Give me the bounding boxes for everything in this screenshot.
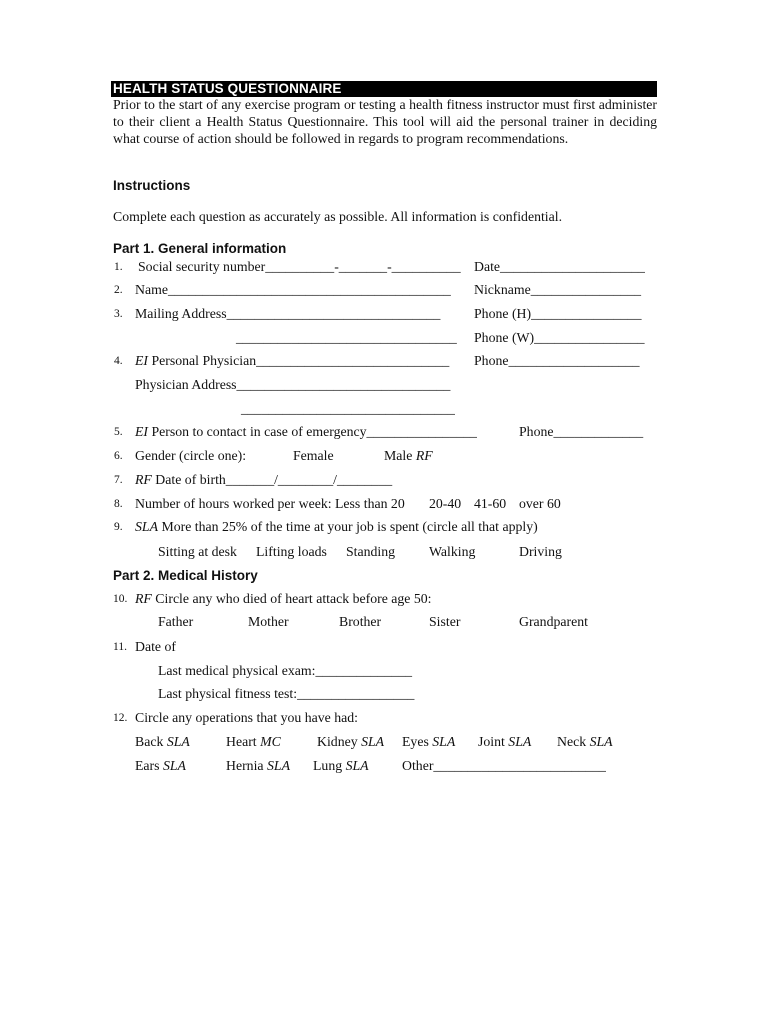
part1-heading: Part 1. General information [113,241,287,256]
operation-other-field[interactable]: Other_________________________ [402,758,606,773]
risk-code: EI [135,424,149,439]
question-10-options [0,613,768,631]
question-label: Circle any operations that you have had: [135,710,358,725]
question-7 [0,471,768,489]
risk-code: SLA [166,734,190,749]
last-fitness-test-field[interactable]: Last physical fitness test:_________________ [158,686,415,701]
operation-option-lung[interactable] [313,757,369,775]
risk-code: SLA [267,758,290,773]
mailing-address-continued-field[interactable]: ________________________________ [236,330,457,345]
relative-option-brother[interactable]: Brother [339,614,382,629]
question-4-address [0,376,768,394]
risk-code: SLA [135,519,158,534]
option-label: Male [384,448,416,463]
field-label: Date of birth_______/________/________ [151,472,393,487]
operation-option-neck[interactable] [557,733,613,751]
question-2 [0,281,768,299]
risk-code: SLA [345,758,369,773]
intro-line: to their client a Health Status Questionnaire. This tool will aid the personal trainer in deciding [113,114,657,129]
instructions-heading: Instructions [113,178,191,193]
risk-code: RF [135,472,152,487]
personal-physician-field[interactable] [135,352,449,370]
part2-heading: Part 2. Medical History [113,568,258,583]
gender-option-female[interactable]: Female [293,448,334,463]
physician-address-continued-field[interactable]: _______________________________ [241,401,455,416]
job-option-driving[interactable]: Driving [519,544,562,559]
question-10 [0,590,768,608]
question-9 [0,518,768,536]
nickname-field[interactable]: Nickname________________ [474,282,642,297]
page-title: HEALTH STATUS QUESTIONNAIRE [111,81,657,97]
option-label: Eyes [402,734,433,749]
last-medical-exam-field[interactable]: Last medical physical exam:______________ [158,663,413,678]
question-label [135,518,538,536]
home-phone-field[interactable]: Phone (H)________________ [474,306,642,321]
field-label: Personal Physician____________________________ [148,353,450,368]
question-12-row-1 [0,733,768,751]
field-label: Circle any who died of heart attack before age 50: [151,591,432,606]
question-4 [0,352,768,370]
physician-phone-field[interactable]: Phone___________________ [474,353,640,368]
question-12-row-2 [0,757,768,775]
question-number: 9. [114,521,123,533]
instructions-text: Complete each question as accurately as possible. All information is confidential. [113,209,563,224]
question-label [135,590,432,608]
risk-code: EI [135,353,149,368]
question-number: 10. [113,593,128,605]
gender-label: Gender (circle one): [135,448,247,463]
ssn-field[interactable]: Social security number__________-_______-__________ [138,259,461,274]
operation-option-joint[interactable] [478,733,531,751]
relative-option-sister[interactable]: Sister [429,614,461,629]
intro-line: Prior to the start of any exercise program or testing a health fitness instructor must first administer [113,97,657,112]
question-1 [0,258,768,276]
question-number: 3. [114,308,123,320]
question-number: 1. [114,261,123,273]
question-number: 12. [113,712,128,724]
hours-option-20-40[interactable]: 20-40 [429,496,462,511]
relative-option-father[interactable]: Father [158,614,194,629]
emergency-phone-field[interactable]: Phone_____________ [519,424,644,439]
question-11-fitness [0,685,768,703]
question-11 [0,638,768,656]
job-option-standing[interactable]: Standing [346,544,396,559]
operation-option-eyes[interactable] [402,733,455,751]
field-label: Person to contact in case of emergency________________ [148,424,477,439]
option-label: Ears [135,758,163,773]
question-6 [0,447,768,465]
emergency-contact-field[interactable] [135,423,477,441]
question-11-exam [0,662,768,680]
instructions-text-line [0,208,768,226]
operation-option-hernia[interactable] [226,757,290,775]
work-phone-field[interactable]: Phone (W)________________ [474,330,645,345]
date-field[interactable]: Date_____________________ [474,259,645,274]
mailing-address-field[interactable]: Mailing Address_______________________________ [135,306,441,321]
risk-code: SLA [361,734,385,749]
risk-code: SLA [508,734,532,749]
hours-option-over-60[interactable]: over 60 [519,496,561,511]
operation-option-ears[interactable] [135,757,186,775]
risk-code: SLA [589,734,613,749]
job-option-lifting[interactable]: Lifting loads [256,544,327,559]
operation-option-heart[interactable] [226,733,281,751]
question-number: 11. [113,641,127,653]
option-label: Hernia [226,758,267,773]
job-option-walking[interactable]: Walking [429,544,476,559]
operation-option-back[interactable] [135,733,190,751]
question-number: 8. [114,498,123,510]
option-label: Kidney [317,734,362,749]
option-label: Neck [557,734,590,749]
question-number: 5. [114,426,123,438]
field-label: More than 25% of the time at your job is spent (circle all that apply) [158,519,538,534]
option-label: Lung [313,758,346,773]
job-option-sitting[interactable]: Sitting at desk [158,544,237,559]
question-3-continued [0,329,768,347]
risk-code: RF [135,591,152,606]
question-number: 4. [114,355,123,367]
date-of-birth-field[interactable] [135,471,392,489]
hours-option-41-60[interactable]: 41-60 [474,496,507,511]
intro-line: what course of action should be followed in regards to program recommendations. [113,131,569,146]
option-label: Back [135,734,167,749]
option-label: Joint [478,734,509,749]
question-3 [0,305,768,323]
question-9-options [0,543,768,561]
relative-option-grandparent[interactable]: Grandparent [519,614,588,629]
question-8 [0,495,768,513]
option-label: Heart [226,734,261,749]
question-5 [0,423,768,441]
question-label: Date of [135,639,176,654]
risk-code: RF [415,448,433,463]
risk-code: SLA [162,758,186,773]
name-field[interactable]: Name_________________________________________ [135,282,451,297]
risk-code: SLA [432,734,456,749]
physician-address-field[interactable]: Physician Address_______________________________ [135,377,451,392]
risk-code: MC [260,734,281,749]
question-4-address-continued [0,400,768,418]
question-number: 7. [114,474,123,486]
intro-paragraph [113,96,657,147]
gender-option-male[interactable] [384,447,433,465]
question-12 [0,709,768,727]
hours-option-less-than-20[interactable]: Number of hours worked per week: Less than 20 [135,496,405,511]
relative-option-mother[interactable]: Mother [248,614,289,629]
operation-option-kidney[interactable] [317,733,384,751]
question-number: 2. [114,284,123,296]
question-number: 6. [114,450,123,462]
